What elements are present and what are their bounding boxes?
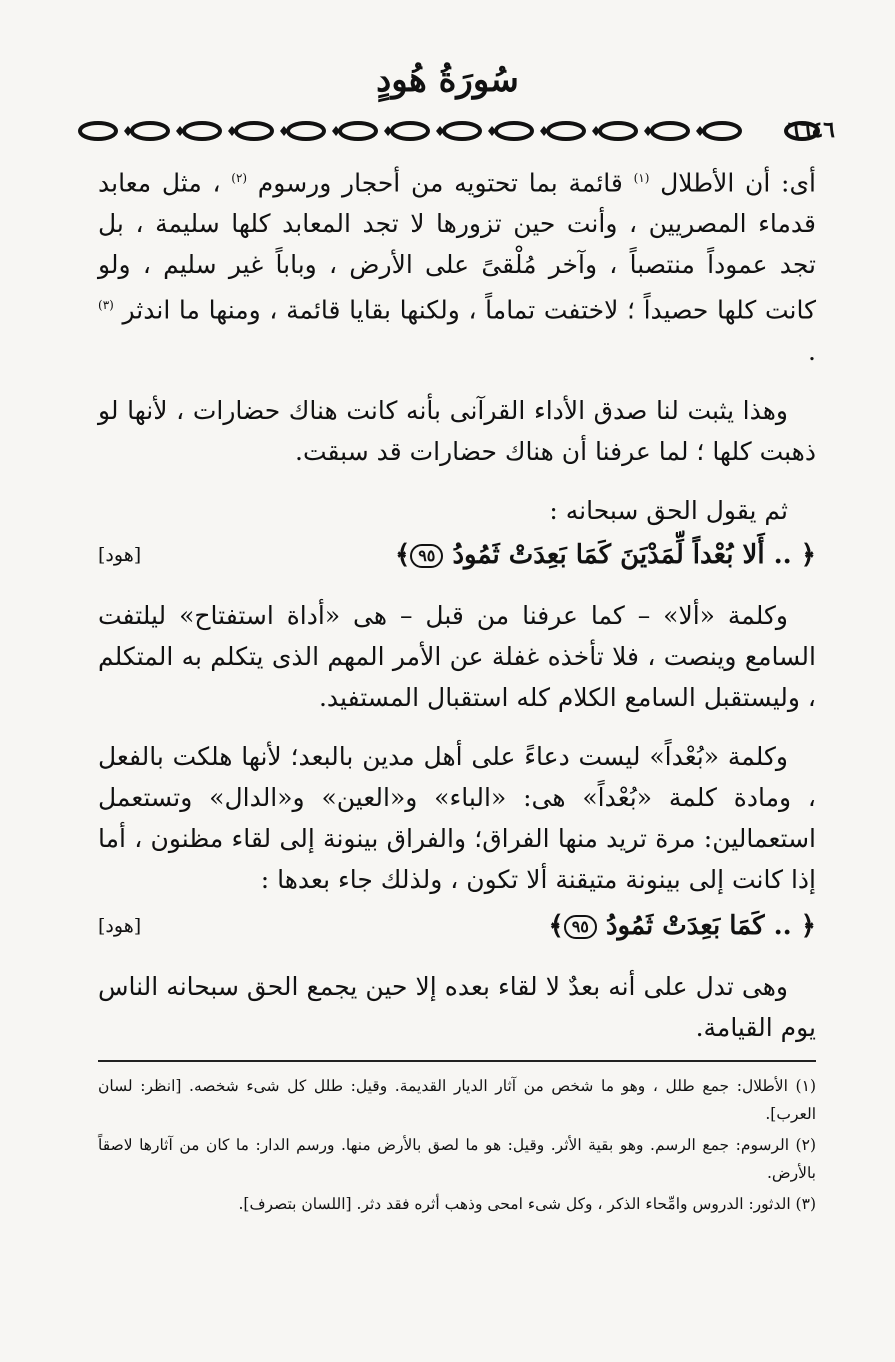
surah-reference: [هود] <box>98 914 142 937</box>
footnote-ref-3: (٣) <box>98 298 114 313</box>
paragraph-4: وكلمة «ألا» – كما عرفنا من قبل – هى «أداة استفتاح» ليلتفت السامع وينصت ، فلا تأخذه غفلة عن الأمر المهم الذى يتكلم به المتكلم ، وليستقبل السامع الكلام كله استقبال المستفيد. <box>98 600 816 712</box>
quran-verse-2 <box>98 906 816 946</box>
surah-reference: [هود] <box>98 543 142 566</box>
quran-verse-1 <box>98 535 816 575</box>
ayah-number-badge: ٩٥ <box>410 544 443 568</box>
paragraph-5: وكلمة «بُعْداً» ليست دعاءً على أهل مدين بالبعد؛ لأنها هلكت بالفعل ، ومادة كلمة «بُعْداً» هى: «الباء» و«العين» و«الدال» وتستعمل استعمالين: مرة تريد منها الفراق؛ والفراق بينونة إلى لقاء مظنون ، أما إذا كانت إلى بينونة متيقنة ألا تكون ، ولذلك جاء بعدها : <box>98 741 816 894</box>
footnote-ref-2: (٢) <box>231 171 248 185</box>
paragraph-3: ثم يقول الحق سبحانه : <box>549 495 788 525</box>
header-ornament-border <box>76 118 822 144</box>
footnote-separator <box>98 1060 816 1062</box>
footnote-3: (٣) الدثور: الدروس وامِّحاء الذكر ، وكل شىء امحى وذهب أثره فقد دثر. [اللسان بتصرف]. <box>238 1195 816 1213</box>
page-number: ٦٦٤٦ <box>787 117 835 143</box>
footnote-ref-1: (١) <box>633 171 650 185</box>
paragraph-1: أى: أن الأطلال $^{(١)}$ قائمة بما تحتويه من أحجار ورسوم $^{(٢)}$ ، مثل معابد قدماء المصريين ، وأنت حين تزورها لا تجد المعابد كلها سليمة ، بل تجد عموداً منتصباً ، وآخر مُلْقىً على الأرض ، وباباً غير سليم ، ولو كانت كلها حصيداً ؛ لاختفت تماماً ، ولكنها بقايا قائمة ، ومنها ما اندثر $^{(٣)}$ . <box>98 168 816 366</box>
main-text <box>98 158 816 1066</box>
verse-text: ﴿ .. كَمَا بَعِدَتْ ثَمُودُ ٩٥﴾ <box>548 910 816 941</box>
footnote-1: (١) الأطلال: جمع طلل ، وهو ما شخص من آثار الديار القديمة. وقيل: طلل كل شىء شخصه. [انظر: لسان العرب]. <box>98 1077 816 1123</box>
footnotes <box>98 1072 816 1221</box>
verse-text: ﴿ .. أَلا بُعْداً لِّمَدْيَنَ كَمَا بَعِدَتْ ثَمُودُ ٩٥﴾ <box>394 539 816 570</box>
footnote-2: (٢) الرسوم: جمع الرسم. وهو بقية الأثر. وقيل: هو ما لصق بالأرض منها. ورسم الدار: ما كان من آثارها لاصقاً بالأرض. <box>98 1136 816 1182</box>
paragraph-6: وهى تدل على أنه بعدٌ لا لقاء بعده إلا حين يجمع الحق سبحانه الناس يوم القيامة. <box>98 971 816 1042</box>
surah-title: سُورَةُ هُودٍ <box>376 60 519 100</box>
paragraph-2: وهذا يثبت لنا صدق الأداء القرآنى بأنه كانت هناك حضارات ، لأنها لو ذهبت كلها ؛ لما عرفنا أن هناك حضارات قد سبقت. <box>98 395 816 466</box>
ayah-number-badge: ٩٥ <box>564 915 597 939</box>
